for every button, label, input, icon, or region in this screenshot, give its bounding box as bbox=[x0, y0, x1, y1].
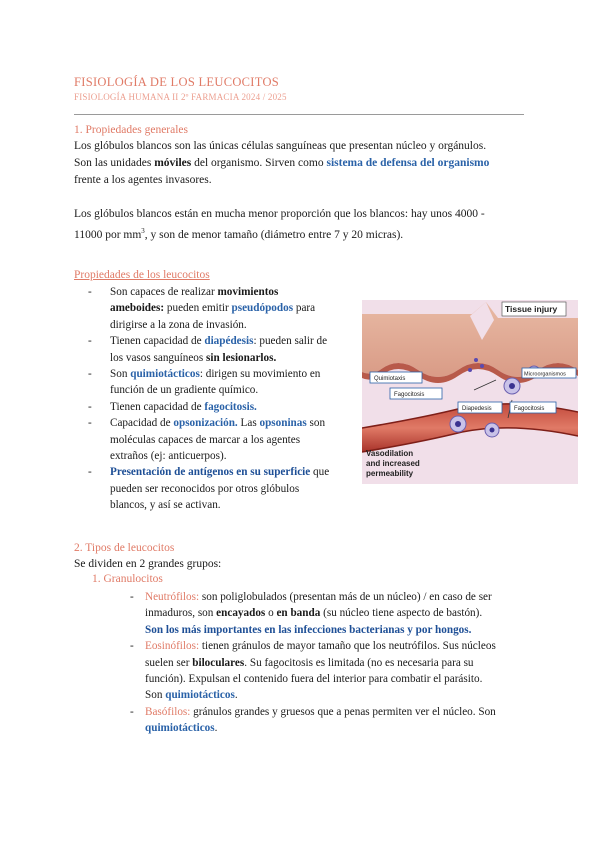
granulocitos-heading: 1. Granulocitos bbox=[92, 573, 163, 585]
list-item-neutrofilos bbox=[130, 589, 530, 638]
text-line: función de un gradiente químico. bbox=[110, 384, 259, 397]
list-item-eosinofilos bbox=[130, 638, 530, 704]
bullet-dash: - bbox=[88, 400, 92, 413]
text-run: : pueden salir de bbox=[253, 335, 328, 348]
text-run: Las bbox=[237, 417, 260, 430]
term-moviles: móviles bbox=[154, 157, 192, 169]
term-quimiotacticos: quimiotácticos bbox=[165, 689, 235, 702]
text-run: pueden emitir bbox=[164, 302, 232, 315]
list-item bbox=[88, 399, 350, 415]
bullet-dash: - bbox=[130, 705, 134, 718]
bullet-dash: - bbox=[88, 368, 92, 381]
text-line: blancos, y así se activan. bbox=[110, 499, 221, 512]
text-run: son poliglobulados (presentan más de un núcleo) / en caso de ser bbox=[199, 591, 492, 603]
text-line: función). Expulsan el contenido fuera del interior para combatir el parásito. bbox=[145, 673, 483, 686]
properties-heading: Propiedades de los leucocitos bbox=[74, 269, 210, 281]
bullet-dash: - bbox=[130, 591, 134, 603]
neutrofilos-highlight: Son los más importantes en las infecciones bacterianas y por hongos. bbox=[145, 623, 472, 636]
term-pseudopodos: pseudópodos bbox=[231, 302, 294, 315]
term-fagocitosis: fagocitosis. bbox=[204, 400, 257, 413]
text-run: , y son de menor tamaño (diámetro entre 7 y 20 micras). bbox=[144, 228, 404, 241]
fagocitosis-label: Fagocitosis bbox=[394, 392, 425, 398]
granulocitos-list bbox=[130, 589, 530, 737]
leukocyte-nucleus bbox=[490, 428, 495, 433]
text-run: del organismo. Sirven como bbox=[191, 157, 327, 169]
microorganism bbox=[468, 368, 472, 372]
tissue-injury-label: Tissue injury bbox=[505, 304, 558, 314]
text-run: movimientos bbox=[217, 286, 279, 298]
text-run: encayados bbox=[216, 607, 266, 620]
document-subtitle: FISIOLOGÍA HUMANA II 2º FARMACIA 2024 / 2025 bbox=[74, 92, 287, 102]
term-opsoninas: opsoninas bbox=[259, 417, 307, 430]
text-line bbox=[74, 223, 534, 244]
fagocitosis2-label: Fagocitosis bbox=[514, 406, 545, 412]
text-run: sin lesionarlos. bbox=[206, 351, 277, 364]
text-run: . bbox=[214, 722, 218, 735]
term-eosinofilos: Eosinófilos: bbox=[145, 640, 200, 653]
bullet-dash: - bbox=[88, 466, 92, 479]
vasodilation-label-line-1: Vasodilation bbox=[366, 449, 414, 458]
text-line: Los glóbulos blancos están en mucha menor proporción que los blancos: hay unos 4000 - bbox=[74, 208, 485, 220]
list-item bbox=[88, 284, 350, 333]
superscript: 3 bbox=[141, 227, 145, 235]
text-run: Son las unidades bbox=[74, 157, 155, 169]
text-run: tienen gránulos de mayor tamaño que los neutrófilos. Sus núcleos bbox=[199, 640, 496, 653]
bullet-dash: - bbox=[88, 335, 92, 348]
text-run: Tienen capacidad de bbox=[110, 400, 205, 413]
section-1-heading: 1. Propiedades generales bbox=[74, 124, 189, 136]
text-run: . Su fagocitosis es limitada (no es necesaria para su bbox=[244, 656, 474, 669]
section-1-paragraph-1 bbox=[74, 138, 534, 189]
text-run: o bbox=[265, 607, 277, 620]
document-title: FISIOLOGÍA DE LOS LEUCOCITOS bbox=[74, 75, 280, 89]
text-run: Son bbox=[145, 689, 166, 702]
text-run: suelen ser bbox=[145, 656, 193, 669]
microorganism bbox=[474, 358, 478, 362]
section-2-heading: 2. Tipos de leucocitos bbox=[74, 542, 175, 554]
text-run: en banda bbox=[276, 607, 321, 620]
header-divider bbox=[74, 114, 524, 115]
text-run: son bbox=[306, 417, 326, 430]
text-run: Tienen capacidad de bbox=[110, 335, 205, 348]
text-run: gránulos grandes y gruesos que a penas permiten ver el núcleo. Son bbox=[190, 705, 496, 718]
text-run: ameboides: bbox=[110, 302, 165, 315]
term-sistema-defensa: sistema de defensa del organismo bbox=[326, 157, 490, 169]
text-line: dirigirse a la zona de invasión. bbox=[110, 318, 247, 331]
text-run: biloculares bbox=[192, 656, 245, 669]
term-presentacion-antigenos: Presentación de antígenos en su superficie bbox=[110, 466, 311, 479]
properties-list bbox=[88, 284, 350, 514]
leukocyte-migration-illustration bbox=[362, 300, 578, 484]
quimiotaxis-label: Quimiotaxis bbox=[374, 376, 406, 382]
text-run: los vasos sanguíneos bbox=[110, 351, 207, 364]
text-line bbox=[74, 155, 534, 172]
term-opsonizacion: opsonización. bbox=[173, 417, 238, 430]
list-item bbox=[88, 464, 350, 513]
text-line: frente a los agentes invasores. bbox=[74, 174, 212, 186]
section-1-paragraph-2 bbox=[74, 206, 534, 244]
vasodilation-label-line-2: and increased bbox=[366, 459, 420, 468]
text-run: que bbox=[310, 466, 330, 479]
text-run: para bbox=[293, 302, 316, 315]
microorganismos-label: Microorganismos bbox=[524, 371, 566, 378]
text-line: Los glóbulos blancos son las únicas células sanguíneas que presentan núcleo y orgánulos. bbox=[74, 140, 487, 152]
term-neutrofilos: Neutrófilos: bbox=[145, 591, 200, 603]
text-run: . bbox=[234, 689, 238, 702]
term-basofilos: Basófilos: bbox=[145, 705, 191, 718]
text-run: (su núcleo tiene aspecto de bastón). bbox=[320, 607, 483, 620]
diapedesis-label: Diapedesis bbox=[462, 406, 492, 412]
section-2-intro: Se dividen en 2 grandes grupos: bbox=[74, 558, 222, 570]
text-line: moléculas capaces de marcar a los agentes bbox=[110, 433, 301, 446]
term-quimiotacticos: quimiotácticos bbox=[130, 368, 200, 381]
term-diapedesis: diapédesis bbox=[204, 335, 254, 348]
list-item bbox=[88, 415, 350, 464]
text-run: Son bbox=[110, 368, 131, 381]
text-run: 11000 por mm bbox=[74, 228, 142, 241]
list-item bbox=[88, 366, 350, 399]
term-quimiotacticos: quimiotácticos bbox=[145, 722, 215, 735]
text-line: pueden ser reconocidos por otros glóbulos bbox=[110, 482, 300, 495]
bullet-dash: - bbox=[88, 286, 92, 298]
text-run: : dirigen su movimiento en bbox=[199, 368, 321, 381]
bullet-dash: - bbox=[130, 640, 134, 653]
leukocyte-nucleus bbox=[509, 383, 515, 389]
text-run: Capacidad de bbox=[110, 417, 174, 430]
vasodilation-label-line-3: permeability bbox=[366, 469, 414, 478]
text-line: extraños (ej: anticuerpos). bbox=[110, 450, 227, 463]
list-item bbox=[88, 333, 350, 366]
text-run: inmaduros, son bbox=[145, 607, 217, 620]
text-run: Son capaces de realizar bbox=[110, 286, 218, 298]
list-item-basofilos bbox=[130, 704, 530, 737]
microorganism bbox=[480, 364, 484, 368]
bullet-dash: - bbox=[88, 417, 92, 430]
leukocyte-nucleus bbox=[455, 421, 461, 427]
